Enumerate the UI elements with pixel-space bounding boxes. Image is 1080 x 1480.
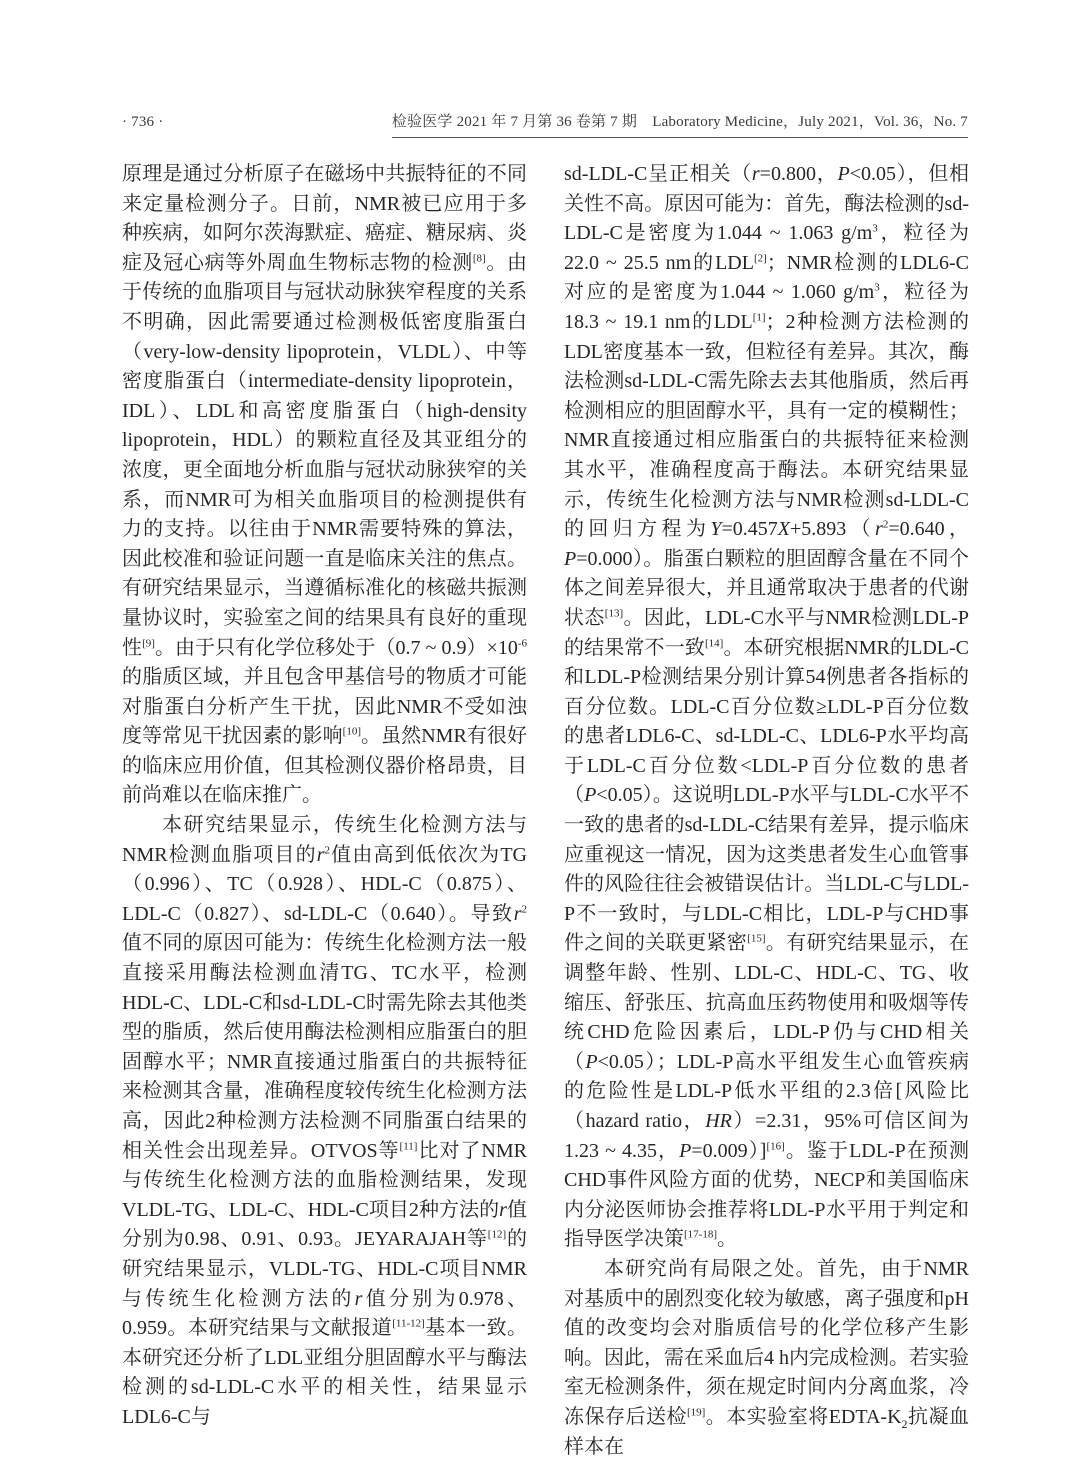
superscript: 2 [324,844,331,856]
superscript: [10] [342,725,361,738]
italic-text: r [316,843,325,866]
paragraph: sd-LDL-C呈正相关（r=0.800，P<0.05），但相关性不高。原因可能为：首先，酶法检测的sd-LDL-C是密度为1.044 ~ 1.063 $g/m^3$，粒径为22.0 ~ 25.5 nm的LDL[2]；NMR检测的LDL6-C对应的是密度为1.044 ~ 1.060 $g/m^3$，粒径为18.3 ~ 19.1 nm的LDL[1]；2种检测方法检测的LDL密度基本一致，但粒径有差异。其次，酶法检测sd-LDL-C需先除去去其他脂质，然后再检测相应的胆固醇水平，具有一定的模糊性；NMR直接通过相应脂蛋白的共振特征来检测其水平，准确程度高于酶法。本研究结果显示，传统生化检测方法与NMR检测sd-LDL-C的回归方程为$Y=0.457X+5.893(r^2=0.640$，P=0.000）。脂蛋白颗粒的胆固醇含量在不同个体之间差异很大，并且通常取决于患者的代谢状态[13]。因此，LDL-C水平与NMR检测LDL-P的结果常不一致[14]。本研究根据NMR的LDL-C和LDL-P检测结果分别计算54例患者各指标的百分位数。LDL-C百分位数≥LDL-P百分位数的患者LDL6-C、sd-LDL-C、LDL6-P水平均高于LDL-C百分位数<LDL-P百分位数的患者（P<0.05）。这说明LDL-P水平与LDL-C水平不一致的患者的sd-LDL-C结果有差异，提示临床应重视这一情况，因为这类患者发生心血管事件的风险往往会被错误估计。当LDL-C与LDL-P不一致时，与LDL-C相比，LDL-P与CHD事件之间的关联更紧密[15]。有研究结果显示，在调整年龄、性别、LDL-C、HDL-C、TG、收缩压、舒张压、抗高血压药物使用和吸烟等传统CHD危险因素后，LDL-P仍与CHD相关（P<0.05）；LDL-P高水平组发生心血管疾病的危险性是LDL-P低水平组的2.3倍[风险比（hazard ratio，HR）=2.31，95%可信区间为1.23 ~ 4.35，P=0.009）][16]。鉴于LDL-P在预测CHD事件风险方面的优势，NECP和美国临床内分泌医师协会推荐将LDL-P水平用于判定和指导医学决策[17-18]。 [564,163,970,1251]
superscript: 3 [872,222,878,235]
journal-title-line: 检验医学 2021 年 7 月第 36 卷第 7 期 Laboratory Medicine，July 2021，Vol. 36，No. 7 [392,110,968,138]
superscript: -6 [517,636,528,649]
paragraph: 本研究结果显示，传统生化检测方法与NMR检测血脂项目的$r^2$值由高到低依次为TG（0.996）、TC（0.928）、HDL-C（0.875）、LDL-C（0.827）、sd-LDL-C（0.640）。导致$r^2$值不同的原因可能为：传统生化检测方法一般直接采用酶法检测血清TG、TC水平，检测HDL-C、LDL-C和sd-LDL-C时需先除去其他类型的脂质，然后使用酶法检测相应脂蛋白的胆固醇水平；NMR直接通过脂蛋白的共振特征来检测其含量，准确程度较传统生化检测方法高，因此2种检测方法检测不同脂蛋白结果的相关性会出现差异。OTVOS等[11]比对了NMR与传统生化检测方法的血脂检测结果，发现VLDL-TG、LDL-C、HDL-C项目2种方法的r值分别为0.98、0.91、0.93。JEYARAJAH等[12]的研究结果显示，VLDL-TG、HDL-C项目NMR与传统生化检测方法的r值分别为0.978、0.959。本研究结果与文献报道[11-12]基本一致。本研究还分析了LDL亚组分胆固醇水平与酶法检测的sd-LDL-C水平的相关性，结果显示LDL6-C与 [122,814,528,1428]
italic-text: P [585,1050,598,1073]
italic-text: r [354,1287,363,1310]
superscript: [9] [142,636,155,649]
superscript: [8] [472,252,486,265]
superscript: 2 [882,518,889,531]
superscript: [17-18] [684,1228,717,1241]
page-header [122,110,968,138]
superscript: [16] [766,1139,785,1152]
left-column [122,160,527,1462]
superscript: [11-12] [392,1317,425,1330]
subscript: 2 [901,1416,908,1431]
italic-text: r [875,518,883,541]
page-number: · 736 · [122,114,164,130]
superscript: [19] [686,1406,706,1419]
superscript: 2 [521,903,527,916]
paragraph: 本研究尚有局限之处。首先，由于NMR对基质中的剧烈变化较为敏感，离子强度和pH值的改变均会对脂质信号的化学位移产生影响。因此，需在采血后4 h内完成检测。若实验室无检测条件，须在规定时间内分离血浆，冷冻保存后送检[19]。本实验室将EDTA-$K_2$抗凝血样本在 [564,1257,970,1458]
italic-text: Y [710,518,722,541]
italic-text: P [564,547,577,570]
superscript: [11] [399,1139,418,1152]
italic-text: HR [705,1110,732,1132]
superscript: 3 [874,281,880,294]
superscript: [15] [747,932,766,945]
italic-text: r [751,163,760,185]
article-body [122,160,969,1462]
superscript: [14] [704,636,724,649]
superscript: [2] [753,252,767,265]
superscript: [1] [752,311,766,324]
italic-text: X [777,518,790,541]
paragraph: 原理是通过分析原子在磁场中共振特征的不同来定量检测分子。日前，NMR被已应用于多种疾病，如阿尔茨海默症、癌症、糖尿病、炎症及冠心病等外周血生物标志物的检测[8]。由于传统的血脂项目与冠状动脉狭窄程度的关系不明确，因此需要通过检测极低密度脂蛋白（very-low-density lipoprotein，VLDL）、中等密度脂蛋白（intermediate-density lipoprotein，IDL）、LDL和高密度脂蛋白（high-density lipoprotein，HDL）的颗粒直径及其亚组分的浓度，更全面地分析血脂与冠状动脉狭窄的关系，而NMR可为相关血脂项目的检测提供有力的支持。以往由于NMR需要特殊的算法，因此校准和验证问题一直是临床关注的焦点。有研究结果显示，当遵循标准化的核磁共振测量协议时，实验室之间的结果具有良好的重现性[9]。由于只有化学位移处于（0.7 ~ $0.9)\times 10^{-6}$的脂质区域，并且包含甲基信号的物质才可能对脂蛋白分析产生干扰，因此NMR不受如浊度等常见干扰因素的影响[10]。虽然NMR有很好的临床应用价值，但其检测仪器价格昂贵，目前尚难以在临床推广。 [122,163,528,807]
right-column [564,160,969,1462]
italic-text: P [584,784,597,807]
italic-text: r [499,1198,507,1221]
italic-text: P [679,1139,692,1162]
superscript: [12] [487,1228,507,1241]
italic-text: P [837,163,850,185]
italic-text: r [513,902,522,925]
superscript: [13] [604,607,624,620]
